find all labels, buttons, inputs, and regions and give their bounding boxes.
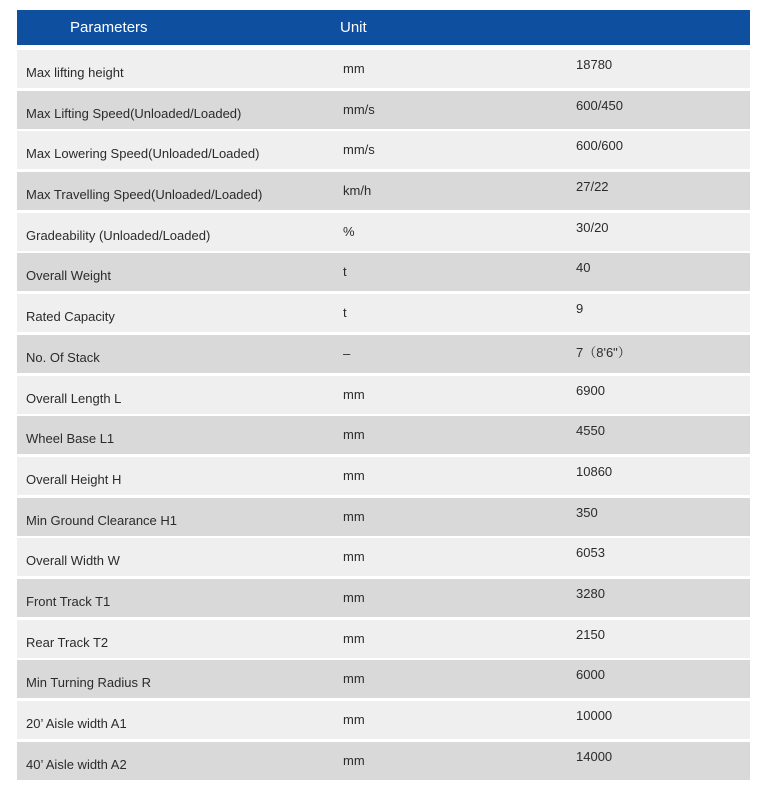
value-cell: 6053 [576,545,605,561]
table-row [17,538,750,576]
table-row [17,172,750,210]
table-row [17,294,750,332]
table-row [17,131,750,169]
table-row [17,213,750,251]
table-body [17,50,750,782]
value-cell: 6900 [576,382,605,398]
table-row [17,335,750,373]
value-cell: 6000 [576,667,605,683]
unit-cell: mm [343,61,365,76]
parameter-cell: Max Lowering Speed(Unloaded/Loaded) [26,146,260,162]
parameter-cell: Min Ground Clearance H1 [26,512,178,528]
value-cell: 2150 [576,626,605,642]
table-row [17,701,750,739]
header-parameters: Parameters [70,19,148,36]
unit-cell: mm [343,549,365,565]
unit-cell: mm [343,467,365,483]
value-cell: 14000 [576,748,613,764]
unit-cell: mm/s [343,142,375,158]
parameter-cell: Rear Track T2 [26,634,109,650]
parameter-cell: Overall Width W [26,553,120,569]
table-row [17,91,750,129]
unit-cell: mm/s [343,101,375,117]
table-row [17,457,750,495]
value-cell: 600/450 [576,97,623,113]
table-row [17,253,750,291]
unit-cell: mm [343,752,365,768]
parameter-cell: Wheel Base L1 [26,431,115,447]
parameter-cell: Rated Capacity [26,309,115,325]
parameter-cell: No. Of Stack [26,349,100,365]
value-cell: 9 [576,301,584,317]
unit-cell: % [343,223,355,239]
table-row [17,376,750,414]
parameter-cell: Overall Length L [26,390,122,406]
table-row [17,50,750,88]
table-row [17,660,750,698]
unit-cell: mm [343,427,365,443]
value-cell: 3280 [576,585,605,601]
parameter-cell: Front Track T1 [26,593,111,609]
parameter-cell: Overall Weight [26,268,112,284]
specifications-table [17,10,750,782]
value-cell: 30/20 [576,219,609,235]
unit-cell: t [343,264,347,280]
value-cell: 600/600 [576,138,623,154]
unit-cell: mm [343,589,365,605]
unit-cell: mm [343,712,365,727]
header-unit: Unit [340,19,367,36]
unit-cell: mm [343,630,365,646]
unit-cell: – [343,345,351,361]
table-row [17,620,750,658]
table-row [17,498,750,536]
value-cell: 10000 [576,708,613,723]
value-cell: 350 [576,504,598,520]
value-cell: 7（8'6"） [576,344,631,360]
value-cell: 40 [576,260,591,276]
unit-cell: t [343,305,347,321]
parameter-cell: 20’ Aisle width A1 [26,716,127,731]
table-row [17,416,750,454]
unit-cell: km/h [343,183,372,199]
unit-cell: mm [343,671,365,687]
parameter-cell: Min Turning Radius R [26,675,151,691]
unit-cell: mm [343,386,365,402]
table-row [17,742,750,780]
value-cell: 10860 [576,463,613,479]
table-header [17,10,750,45]
parameter-cell: Max lifting height [26,65,124,80]
value-cell: 27/22 [576,179,609,195]
value-cell: 4550 [576,423,605,439]
parameter-cell: Max Travelling Speed(Unloaded/Loaded) [26,187,263,203]
parameter-cell: 40’ Aisle width A2 [26,756,127,772]
parameter-cell: Overall Height H [26,471,122,487]
parameter-cell: Gradeability (Unloaded/Loaded) [26,227,211,243]
unit-cell: mm [343,508,365,524]
parameter-cell: Max Lifting Speed(Unloaded/Loaded) [26,105,242,121]
table-row [17,579,750,617]
value-cell: 18780 [576,57,613,72]
